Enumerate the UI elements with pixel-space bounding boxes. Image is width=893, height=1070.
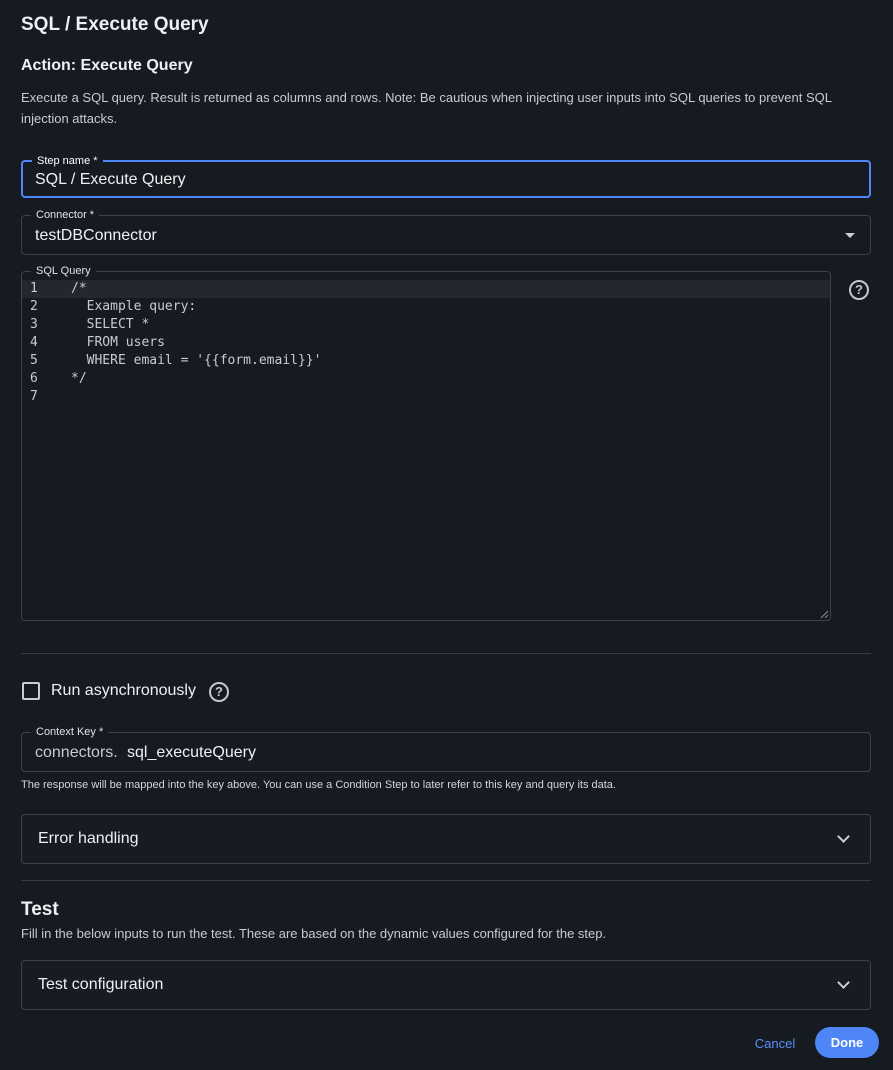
code-text: FROM users bbox=[71, 335, 165, 350]
test-description: Fill in the below inputs to run the test. These are based on the dynamic values configured for the step. bbox=[21, 926, 607, 941]
code-line[interactable] bbox=[22, 352, 830, 370]
action-description: Execute a SQL query. Result is returned as columns and rows. Note: Be cautious when injecting user inputs into SQL queries to prevent SQL injection attacks. bbox=[21, 90, 832, 126]
context-key-input[interactable]: sql_executeQuery bbox=[127, 744, 256, 761]
chevron-down-icon[interactable] bbox=[837, 976, 850, 989]
line-number: 1 bbox=[30, 281, 38, 296]
run-async-checkbox[interactable] bbox=[22, 682, 40, 700]
done-button[interactable]: Done bbox=[815, 1027, 879, 1058]
test-configuration-label: Test configuration bbox=[38, 976, 164, 993]
code-line[interactable] bbox=[22, 334, 830, 352]
connector-value: testDBConnector bbox=[35, 227, 157, 244]
test-configuration-accordion[interactable] bbox=[21, 960, 871, 1010]
caret-down-icon[interactable] bbox=[845, 233, 855, 238]
code-text: SELECT * bbox=[71, 317, 150, 332]
code-line[interactable] bbox=[22, 388, 830, 406]
sql-query-label: SQL Query bbox=[31, 264, 96, 278]
error-handling-accordion[interactable] bbox=[21, 814, 871, 864]
step-name-label: Step name * bbox=[32, 154, 103, 168]
code-line[interactable] bbox=[22, 316, 830, 334]
code-text: WHERE email = '{{form.email}}' bbox=[71, 353, 322, 368]
context-key-label: Context Key * bbox=[31, 725, 108, 739]
line-number: 4 bbox=[30, 335, 38, 350]
code-text: /* bbox=[71, 281, 87, 296]
code-line[interactable] bbox=[22, 298, 830, 316]
action-title: Action: Execute Query bbox=[21, 57, 193, 74]
code-text: Example query: bbox=[71, 299, 197, 314]
help-circle-icon[interactable]: ? bbox=[849, 280, 869, 300]
code-line[interactable] bbox=[22, 370, 830, 388]
section-divider bbox=[21, 653, 871, 654]
section-divider bbox=[21, 880, 871, 881]
code-line[interactable] bbox=[22, 280, 830, 298]
context-key-helper: The response will be mapped into the key above. You can use a Condition Step to later refer to this key and query its data. bbox=[21, 779, 616, 791]
connector-select[interactable] bbox=[21, 209, 871, 255]
error-handling-label: Error handling bbox=[38, 830, 139, 847]
test-title: Test bbox=[21, 899, 59, 920]
resize-handle-icon[interactable] bbox=[820, 610, 828, 618]
step-name-field[interactable] bbox=[21, 155, 871, 198]
code-text: */ bbox=[71, 371, 87, 386]
step-name-input[interactable]: SQL / Execute Query bbox=[35, 171, 186, 188]
line-number: 5 bbox=[30, 353, 38, 368]
run-async-label[interactable]: Run asynchronously bbox=[51, 682, 196, 699]
page-title: SQL / Execute Query bbox=[21, 14, 209, 35]
connector-label: Connector * bbox=[31, 208, 99, 222]
line-number: 6 bbox=[30, 371, 38, 386]
line-number: 2 bbox=[30, 299, 38, 314]
cancel-button[interactable]: Cancel bbox=[748, 1030, 802, 1056]
help-circle-icon[interactable]: ? bbox=[209, 682, 229, 702]
code-lines[interactable] bbox=[22, 280, 830, 406]
line-number: 3 bbox=[30, 317, 38, 332]
context-key-field[interactable] bbox=[21, 726, 871, 772]
sql-query-editor[interactable] bbox=[21, 265, 831, 621]
context-key-prefix: connectors. bbox=[35, 744, 118, 761]
line-number: 7 bbox=[30, 389, 38, 404]
chevron-down-icon[interactable] bbox=[837, 830, 850, 843]
